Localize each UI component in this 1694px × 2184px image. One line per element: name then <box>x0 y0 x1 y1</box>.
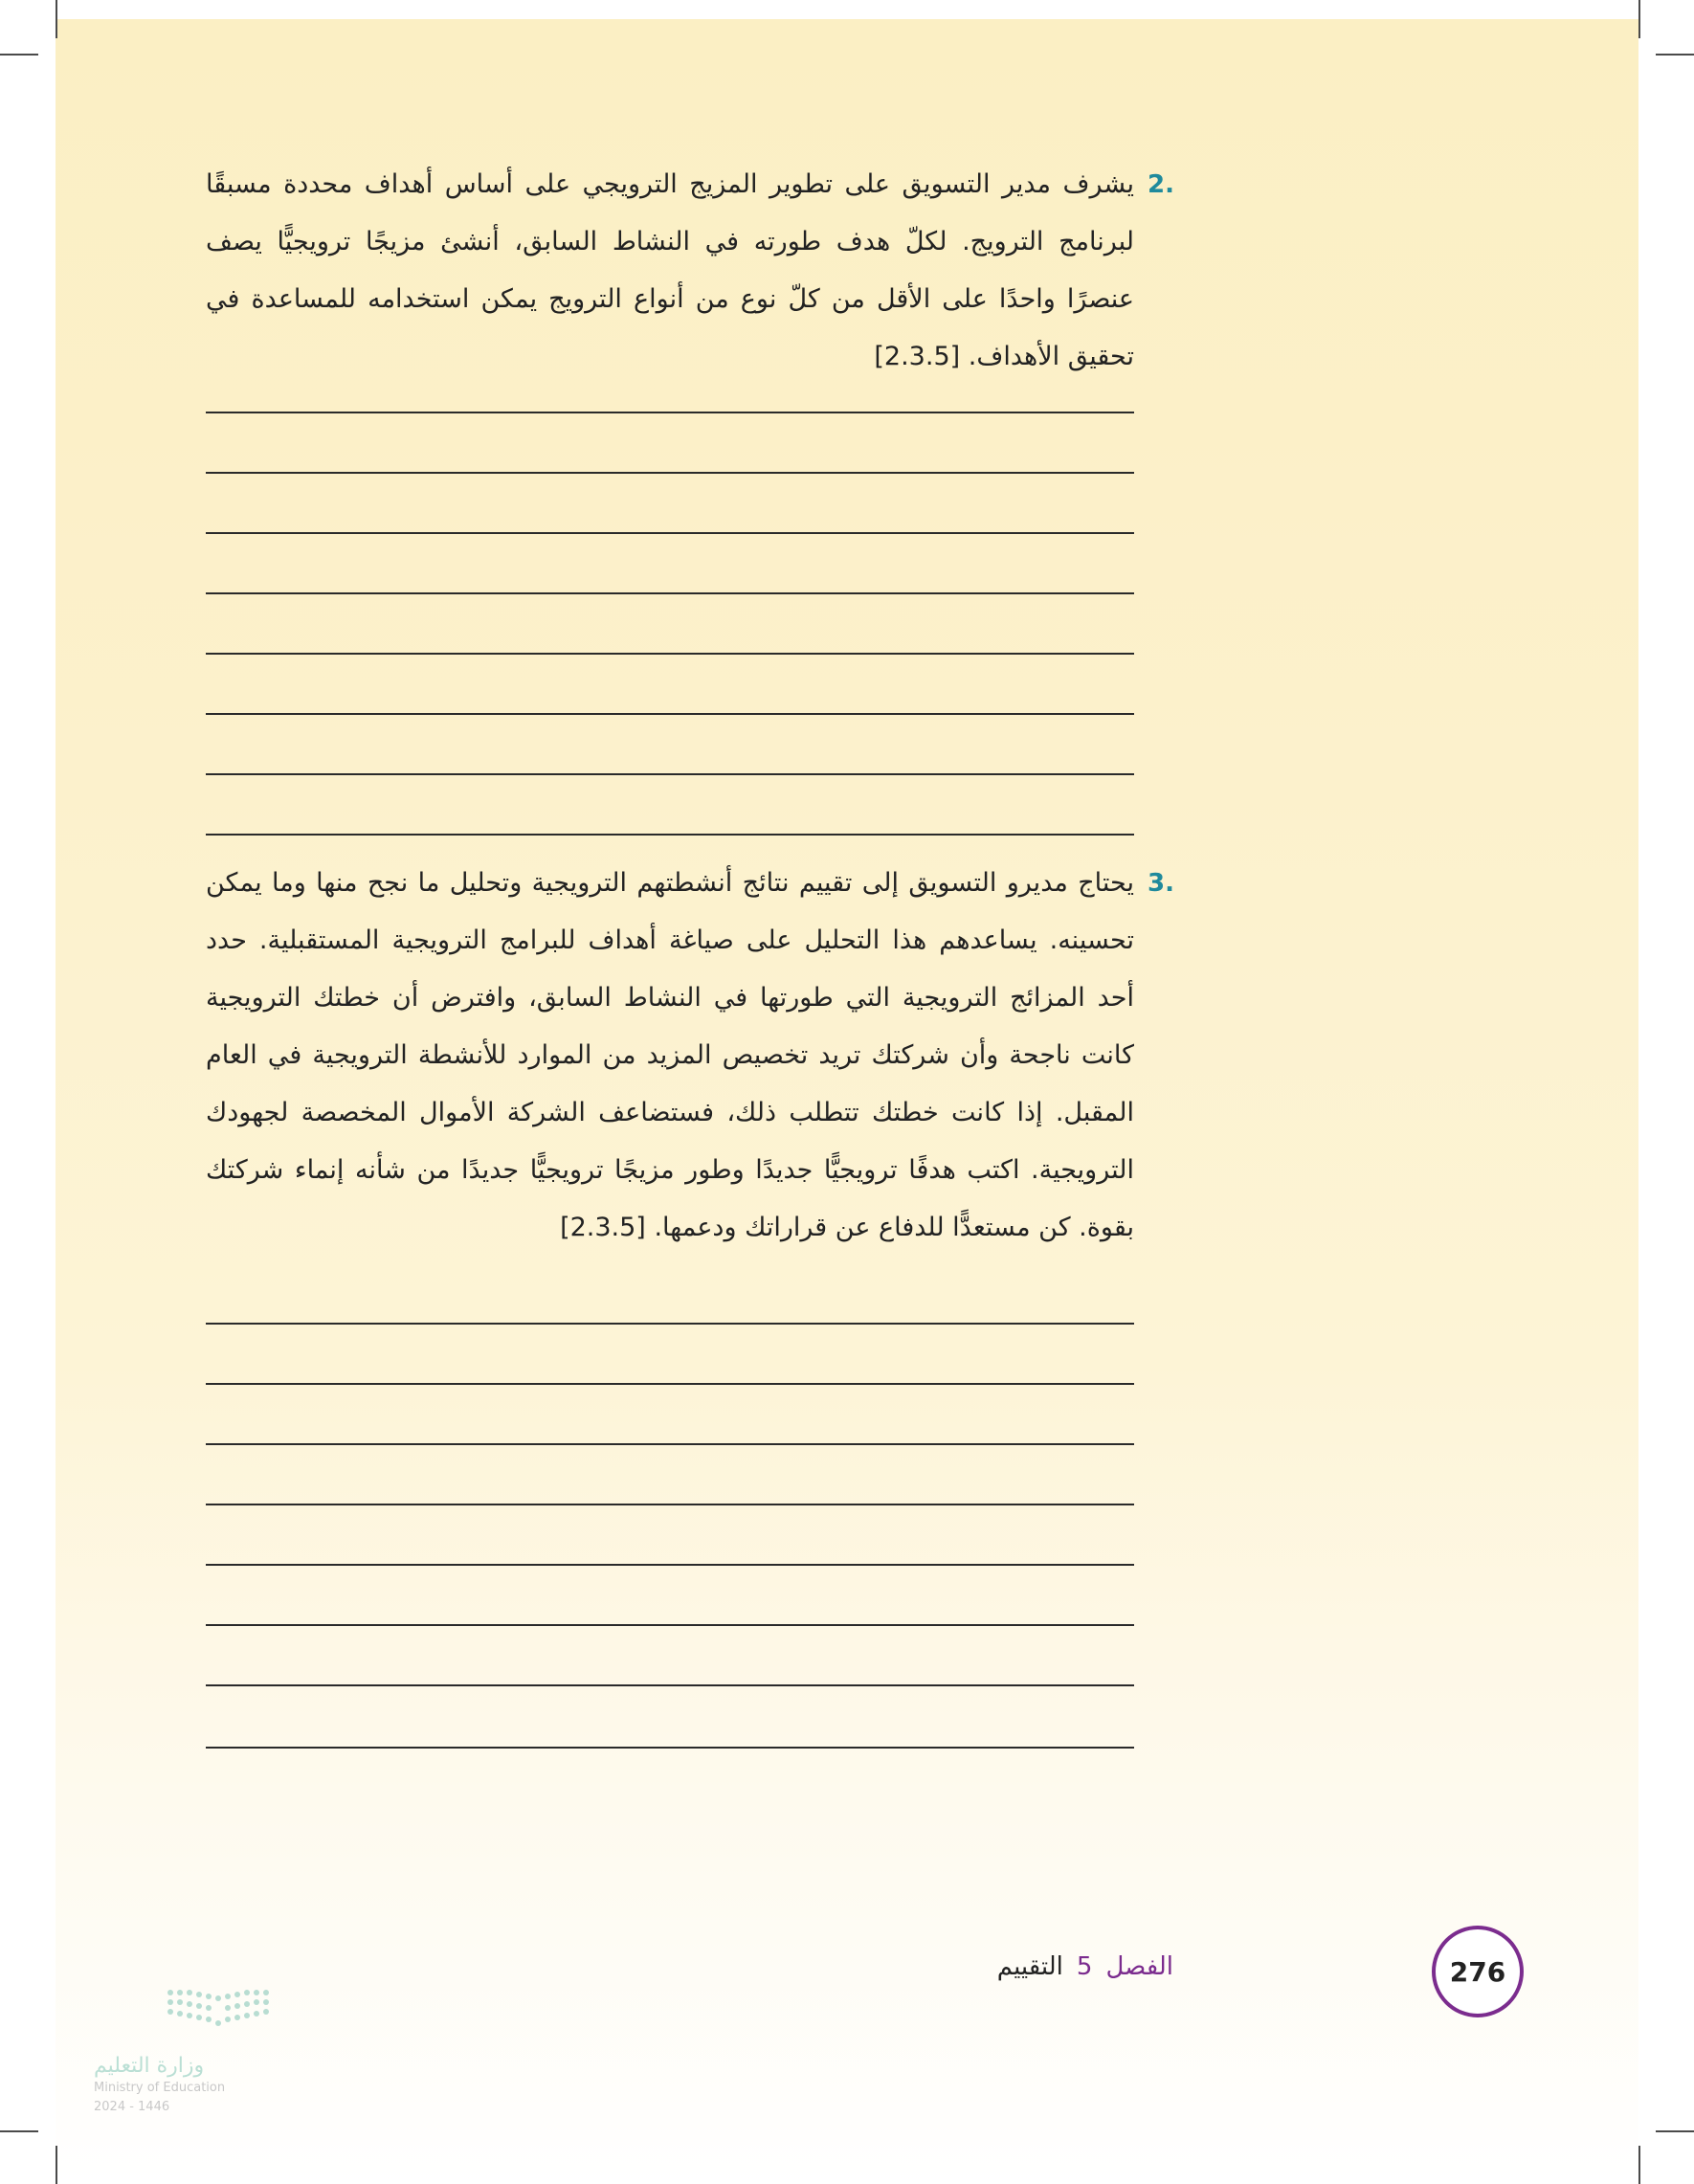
crop-mark <box>1638 2146 1640 2184</box>
crop-mark <box>56 2146 57 2184</box>
logo-text-en: Ministry of Education <box>94 2081 226 2095</box>
logo-text-ar: وزارة التعليم <box>94 2054 205 2078</box>
page-footer <box>997 1952 1173 1981</box>
answer-line[interactable] <box>206 1443 1134 1445</box>
answer-line[interactable] <box>206 532 1134 534</box>
question-text: يشرف مدير التسويق على تطوير المزيج الترويجي على أساس أهداف محددة مسبقًا لبرنامج الترويج. لكلّ هدف طورته في النشاط السابق، أنشئ مزيجًا ترويجيًّا يصف عنصرًا واحدًا على الأقل من كلّ نوع من أنواع الترويج يمكن استخدامه للمساعدة في تحقيق الأهداف. <box>206 169 1134 371</box>
crop-mark <box>0 54 38 56</box>
crop-mark <box>56 0 57 38</box>
answer-line[interactable] <box>206 1323 1134 1325</box>
question-number: .2 <box>1148 170 1174 199</box>
page-number-badge <box>1432 1926 1524 2017</box>
answer-line[interactable] <box>206 1564 1134 1566</box>
answer-line[interactable] <box>206 412 1134 413</box>
answer-line[interactable] <box>206 834 1134 836</box>
question-3 <box>206 855 1174 1257</box>
answer-line[interactable] <box>206 713 1134 715</box>
answer-line[interactable] <box>206 592 1134 594</box>
question-number: .3 <box>1148 869 1174 898</box>
ministry-logo <box>94 1981 276 2125</box>
chapter-label: الفصل <box>1105 1952 1173 1981</box>
page-number: 276 <box>1449 1955 1506 1988</box>
answer-line[interactable] <box>206 1383 1134 1385</box>
standard-reference: [2.3.5] <box>560 1213 646 1242</box>
question-text: يحتاج مديرو التسويق إلى تقييم نتائج أنشطتهم الترويجية وتحليل ما نجح منها وما يمكن تحسينه. يساعدهم هذا التحليل على صياغة أهداف للبرامج الترويجية المستقبلية. حدد أحد المزائج الترويجية التي طورتها في النشاط السابق، وافترض أن خطتك الترويجية كانت ناجحة وأن شركتك تريد تخصيص المزيد من الموارد للأنشطة الترويجية في العام المقبل. إذا كانت خطتك تتطلب ذلك، فستضاعف الشركة الأموال المخصصة لجهودك الترويجية. اكتب هدفًا ترويجيًّا جديدًا وطور مزيجًا ترويجيًّا جديدًا من شأنه إنماء شركتك بقوة. كن مستعدًّا للدفاع عن قراراتك ودعمها. <box>206 868 1134 1242</box>
answer-line[interactable] <box>206 773 1134 775</box>
standard-reference: [2.3.5] <box>874 342 961 371</box>
section-title: التقييم <box>996 1952 1063 1981</box>
answer-line[interactable] <box>206 653 1134 655</box>
answer-line[interactable] <box>206 1747 1134 1749</box>
answer-line[interactable] <box>206 1684 1134 1686</box>
answer-line[interactable] <box>206 1504 1134 1505</box>
crop-mark <box>1656 2130 1694 2132</box>
crop-mark <box>0 2130 38 2132</box>
crop-mark <box>1638 0 1640 38</box>
answer-line[interactable] <box>206 472 1134 474</box>
chapter-number: 5 <box>1076 1952 1093 1981</box>
logo-year: 2024 - 1446 <box>94 2100 170 2114</box>
answer-line[interactable] <box>206 1624 1134 1626</box>
crop-mark <box>1656 54 1694 56</box>
question-2 <box>206 156 1174 386</box>
